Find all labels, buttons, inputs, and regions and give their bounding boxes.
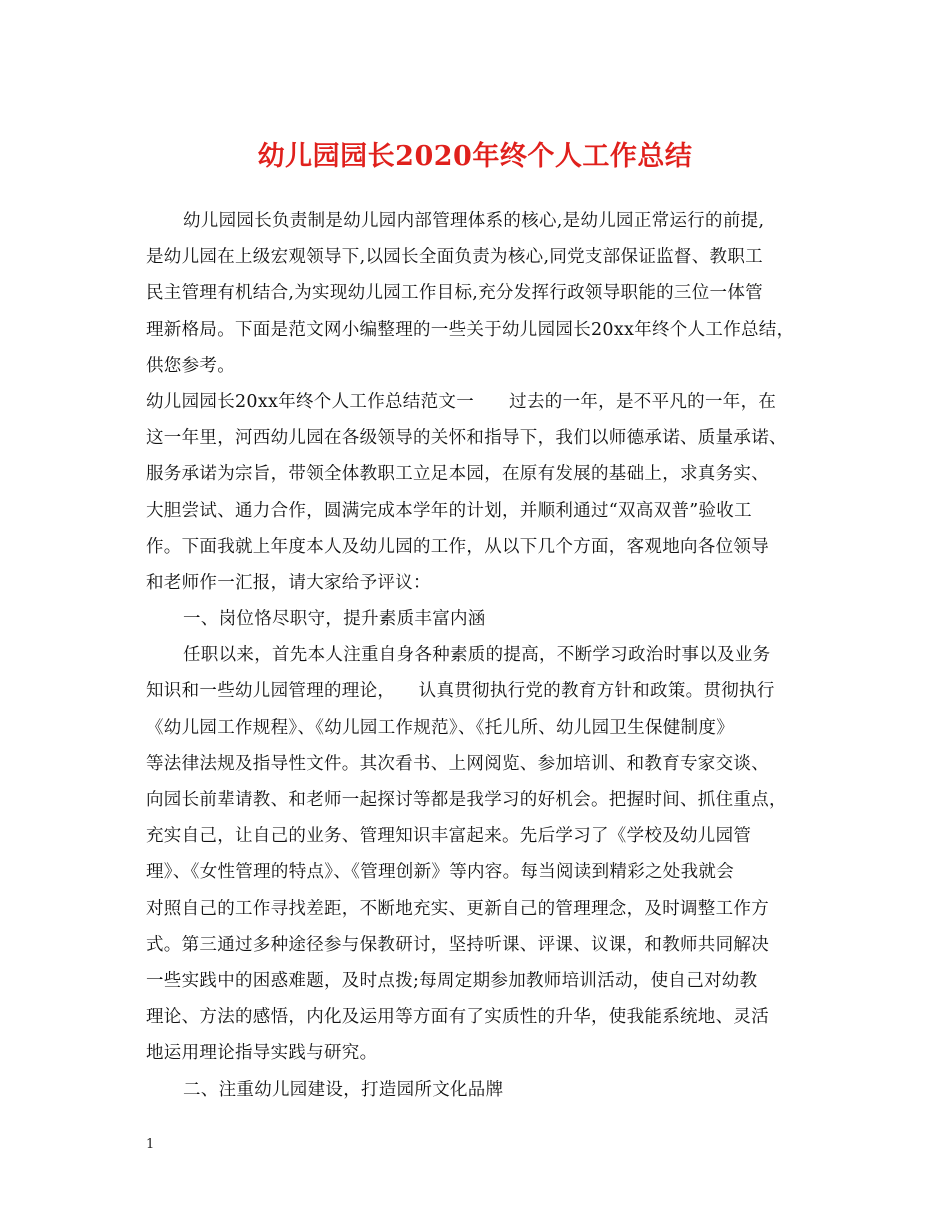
body-line: 《幼儿园工作规程》、《幼儿园工作规范》、《托儿所、幼儿园卫生保健制度》 [146, 717, 734, 738]
document-title: 幼儿园园长2020年终个人工作总结 [257, 141, 693, 172]
body-line: 民主管理有机结合,为实现幼儿园工作目标,充分发挥行政领导职能的三位一体管 [146, 283, 763, 304]
body-line: 一些实践中的困惑难题，及时点拨;每周定期参加教师培训活动，使自己对幼教 [146, 970, 758, 991]
body-line: 知识和一些幼儿园管理的理论， 认真贯彻执行党的教育方针和政策。贯彻执行 [146, 681, 775, 702]
body-line: 和老师作一汇报，请大家给予评议： [146, 572, 431, 593]
body-line: 是幼儿园在上级宏观领导下,以园长全面负责为核心,同党支部保证监督、教职工 [146, 247, 763, 268]
body-line: 大胆尝试、通力合作，圆满完成本学年的计划，并顺利通过“双高双普”验收工 [146, 500, 752, 521]
body-line: 对照自己的工作寻找差距，不断地充实、更新自己的管理理念，及时调整工作方 [146, 898, 769, 919]
body-line: 理》、《女性管理的特点》、《管理创新》等内容。每当阅读到精彩之处我就会 [146, 862, 734, 883]
body-line: 向园长前辈请教、和老师一起探讨等都是我学习的好机会。把握时间、抓住重点， [146, 790, 787, 810]
document-body [146, 203, 826, 1108]
body-line: 供您参考。 [146, 355, 235, 376]
body-line: 理论、方法的感悟，内化及运用等方面有了实质性的升华，使我能系统地、灵活 [146, 1007, 769, 1028]
body-line: 服务承诺为宗旨，带领全体教职工立足本园，在原有发展的基础上，求真务实、 [146, 464, 769, 485]
body-line: 充实自己，让自己的业务、管理知识丰富起来。先后学习了《学校及幼儿园管 [146, 826, 752, 847]
body-line: 地运用理论指导实践与研究。 [146, 1043, 378, 1064]
body-line: 一、岗位恪尽职守，提升素质丰富内涵 [183, 609, 486, 630]
page-number: 1 [146, 1137, 155, 1152]
body-line: 幼儿园园长负责制是幼儿园内部管理体系的核心,是幼儿园正常运行的前提, [183, 211, 765, 231]
body-line: 幼儿园园长20xx年终个人工作总结范文一 过去的一年，是不平凡的一年，在 [146, 391, 777, 412]
body-line: 任职以来，首先本人注重自身各种素质的提高，不断学习政治时事以及业务 [183, 645, 771, 666]
body-line: 二、注重幼儿园建设，打造园所文化品牌 [183, 1079, 504, 1100]
body-line: 理新格局。下面是范文网小编整理的一些关于幼儿园园长20xx年终个人工作总结， [146, 319, 795, 340]
body-line: 等法律法规及指导性文件。其次看书、上网阅览、参加培训、和教育专家交谈、 [146, 753, 769, 774]
body-line: 这一年里，河西幼儿园在各级领导的关怀和指导下，我们以师德承诺、质量承诺、 [146, 428, 787, 449]
body-line: 作。下面我就上年度本人及幼儿园的工作，从以下几个方面，客观地向各位领导 [146, 536, 769, 557]
body-line: 式。第三通过多种途径参与保教研讨，坚持听课、评课、议课，和教师共同解决 [146, 934, 769, 955]
